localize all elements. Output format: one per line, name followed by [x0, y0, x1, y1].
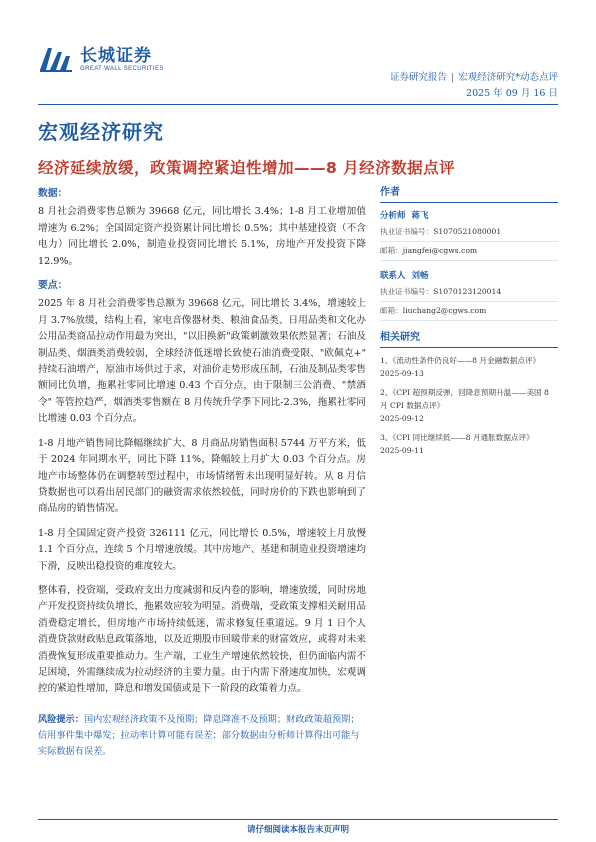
company-name-en: GREAT WALL SECURITIES [80, 66, 164, 72]
report-date: 2025 年 09 月 16 日 [466, 88, 558, 99]
point-paragraph-4: 整体看，投资端，受政府支出力度减弱和反内卷的影响，增速放缓，同时房地产开发投资持续负增长，拖累效应较为明显。消费端，受政策支撑相关耐用品消费稳定增长，但房地产市场持续低迷，需求修复任重道远。9 月 1 日个人消费贷款财政贴息政策落地，以及近期股市回暖带来的财富效应，或将对未来消费恢复形成重要推动力。生产端，工业生产增速依然较快，但仍面临内需不足困境，外需继续成为拉动经济的主要力量。由于内需下滑速度加快，宏观调控的紧迫性增加，降息和增发国债或是下一阶段的政策着力点。 [38, 584, 366, 695]
contact-card: 联系人 刘畅 执业证书编号：S1070123120014 邮箱：liuchang2@cgws.com [380, 269, 558, 321]
footer-divider [38, 819, 558, 820]
company-logo [38, 44, 164, 74]
contact-email[interactable]: liuchang2@cgws.com [402, 306, 487, 315]
contact-name: 刘畅 [411, 271, 429, 281]
report-category: 宏观经济研究*动态点评 [458, 72, 558, 83]
section-title: 宏观经济研究 [38, 120, 164, 144]
contact-cert: S1070123120014 [433, 287, 502, 296]
points-heading: 要点： [38, 280, 68, 292]
analyst-name: 蒋飞 [411, 211, 429, 221]
risk-text: 国内宏观经济政策不及预期；降息降准不及预期；财政政策超预期；信用事件集中爆发；拉动率计算可能有误差；部分数据由分析师计算得出可能与实际数据有误差。 [38, 714, 360, 757]
risk-warning [38, 712, 366, 760]
footer-disclaimer: 请仔细阅读本报告末页声明 [246, 825, 349, 835]
risk-label: 风险提示： [38, 714, 84, 725]
related-heading: 相关研究 [380, 331, 558, 348]
company-name-cn: 长城证券 [80, 46, 152, 66]
data-heading: 数据： [38, 188, 68, 199]
analyst-cert: S1070521080001 [433, 227, 502, 236]
point-paragraph-2: 1-8 月地产销售同比降幅继续扩大、8 月商品房销售面积 5744 万平方米，低于 2024 年同期水平，同比下降 11%，降幅较上月扩大 0.03 个百分点。房地产市场整体仍在调整转型过程中，市场情绪暂未出现明显好转。从 8 月信贷数据也可以看出居民部门的融资需求依然较低，同时房价的下跌也影响到了商品房的销售情况。 [38, 437, 366, 515]
analyst-card: 分析师 蒋飞 执业证书编号：S1070521080001 邮箱：jiangfei@cgws.com [380, 209, 558, 261]
report-meta: 证券研究报告 | 宏观经济研究*动态点评 2025 年 09 月 16 日 [390, 70, 558, 102]
related-item[interactable]: 3、《CPI 同比继续低——8 月通胀数据点评》 2025-09-11 [380, 433, 534, 455]
main-body [38, 186, 366, 706]
header-divider [38, 104, 558, 105]
analyst-email[interactable]: jiangfei@cgws.com [402, 246, 478, 255]
data-paragraph: 8 月社会消费零售总额为 39668 亿元，同比增长 3.4%；1-8 月工业增加值增速为 6.2%；全国固定资产投资累计同比增长 0.5%；其中基建投资（不含电力）同比增长 2.0%，制造业投资同比增长 5.1%，房地产开发投资下降 12.9%。 [38, 206, 366, 267]
related-item[interactable]: 2、《CPI 超预期反弹，回降息预期升温——美国 8 月 CPI 数据点评》 2025-09-12 [380, 388, 549, 423]
report-type: 证券研究报告 [390, 72, 448, 83]
point-paragraph-3: 1-8 月全国固定资产投资 326111 亿元，同比增长 0.5%，增速较上月放慢 1.1 个百分点，连续 5 个月增速放缓。其中房地产、基建和制造业投资增速均下滑，反映出稳投资的难度较大。 [38, 527, 366, 572]
point-paragraph-1: 2025 年 8 月社会消费零售总额为 39668 亿元，同比增长 3.4%，增速较上月 3.7%放缓，结构上看，家电音像器材类、粮油食品类、日用品类和文化办公用品类商品拉动作用最为突出，"以旧换新"政策刺激效果依然显著；石油及制品类、烟酒类消费较弱，全球经济低迷增长致使石油消费受限、"欧佩克+" 持续石油增产，原油市场供过于求，对油价走势形成压制，石油及制品类零售额同比负增，拖累社零同比增速 0.43 个百分点，由于限制三公消费、"禁酒令" 等管控趋严，烟酒类零售额在 8 月传统升学季下同比-2.3%，拖累社零同比增速 0.03 个百分点。 [38, 298, 366, 425]
contact-role: 联系人 [380, 271, 406, 281]
sidebar [380, 186, 558, 463]
analyst-role: 分析师 [380, 211, 406, 221]
report-title: 经济延续放缓，政策调控紧迫性增加——8 月经济数据点评 [38, 159, 456, 177]
great-wall-logo-icon [38, 44, 74, 74]
related-item[interactable]: 1、《流动性条件仍良好——8 月金融数据点评》 2025-09-13 [380, 356, 541, 378]
author-heading: 作者 [380, 186, 558, 203]
